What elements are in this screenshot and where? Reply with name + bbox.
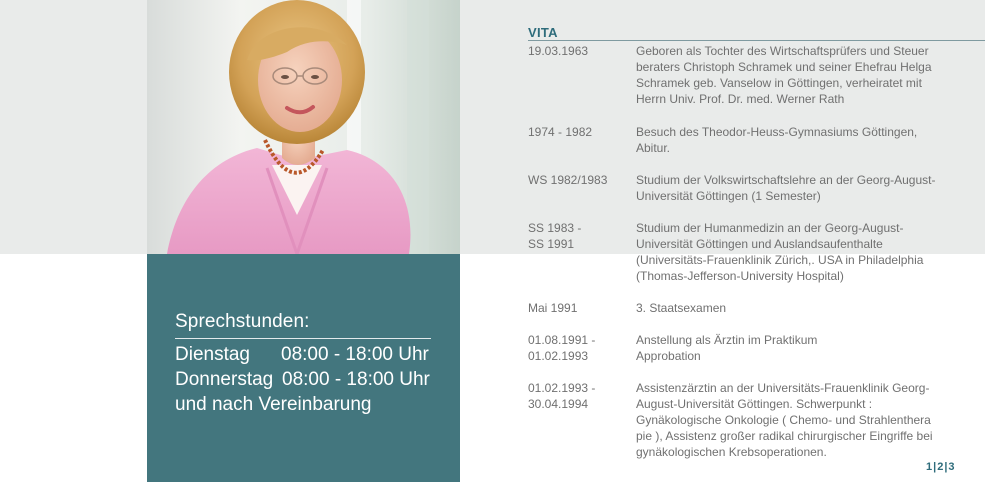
vita-line: August-Universität Göttingen. Schwerpunkt :	[636, 397, 873, 411]
hours-row-thursday	[175, 369, 430, 391]
vita-date: 19.03.1963	[528, 44, 589, 58]
vita-line: Universität Göttingen (1 Semester)	[636, 189, 821, 203]
doctor-portrait-photo	[147, 0, 460, 254]
vita-description	[636, 172, 956, 204]
vita-date	[528, 380, 628, 412]
vita-line: Herrn Univ. Prof. Dr. med. Werner Rath	[636, 92, 845, 106]
hours-time: 08:00 - 18:00 Uhr	[282, 369, 430, 390]
vita-line: (Thomas-Jefferson-University Hospital)	[636, 269, 844, 283]
vita-line: pie ), Assistenz großer radikal chirurgischer Eingriffe bei	[636, 429, 933, 443]
vita-line: Abitur.	[636, 141, 671, 155]
vita-date-line: 01.02.1993	[528, 349, 589, 363]
vita-date: WS 1982/1983	[528, 173, 608, 187]
vita-divider	[528, 40, 985, 41]
vita-line: beraters Christoph Schramek und seiner Ehefrau Helga	[636, 60, 932, 74]
vita-line: Assistenzärztin an der Universitäts-Frauenklinik Georg-	[636, 381, 930, 395]
vita-description	[636, 300, 956, 316]
page-link-1[interactable]: 1	[926, 461, 934, 473]
consultation-hours-title: Sprechstunden:	[175, 311, 310, 332]
page-separator: |	[933, 461, 938, 473]
vita-line: Besuch des Theodor-Heuss-Gymnasiums Göttingen,	[636, 125, 918, 139]
vita-description	[636, 43, 956, 107]
page-separator: |	[944, 461, 949, 473]
vita-line: Universität Göttingen und Auslandsaufenthalte	[636, 237, 883, 251]
vita-date	[528, 220, 628, 252]
hours-day: Dienstag	[175, 344, 250, 365]
vita-line: Anstellung als Ärztin im Praktikum	[636, 333, 818, 347]
vita-line: Studium der Humanmedizin an der Georg-August-	[636, 221, 904, 235]
vita-line: gynäkologischen Krebsoperationen.	[636, 445, 827, 459]
vita-date: Mai 1991	[528, 301, 578, 315]
hours-day: Donnerstag	[175, 369, 274, 390]
vita-line: Studium der Volkswirtschaftslehre an der Georg-August-	[636, 173, 936, 187]
vita-date: 1974 - 1982	[528, 125, 593, 139]
vita-line: Geboren als Tochter des Wirtschaftsprüfers und Steuer	[636, 44, 929, 58]
hours-note: und nach Vereinbarung	[175, 394, 372, 415]
vita-date-line: SS 1991	[528, 237, 575, 251]
hours-time: 08:00 - 18:00 Uhr	[281, 344, 429, 365]
vita-description	[636, 332, 956, 364]
vita-description	[636, 380, 956, 460]
vita-line: 3. Staatsexamen	[636, 301, 727, 315]
vita-line: Schramek geb. Vanselow in Göttingen, verheiratet mit	[636, 76, 922, 90]
consultation-hours-divider	[175, 338, 431, 339]
pagination	[926, 461, 956, 473]
hours-row-tuesday	[175, 344, 429, 366]
vita-date-line: 30.04.1994	[528, 397, 589, 411]
vita-description	[636, 124, 956, 156]
vita-heading: VITA	[528, 25, 558, 40]
vita-description	[636, 220, 956, 284]
page-link-3[interactable]: 3	[948, 461, 956, 473]
vita-date-line: 01.08.1991 -	[528, 333, 596, 347]
vita-line: Approbation	[636, 349, 701, 363]
consultation-hours-box	[147, 254, 460, 482]
vita-line: Gynäkologische Onkologie ( Chemo- und Strahlenthera	[636, 413, 931, 427]
vita-date	[528, 332, 628, 364]
vita-date-line: SS 1983 -	[528, 221, 582, 235]
portrait-illustration	[147, 0, 460, 254]
vita-date-line: 01.02.1993 -	[528, 381, 596, 395]
page-link-2[interactable]: 2	[937, 461, 945, 473]
vita-line: (Universitäts-Frauenklinik Zürich,. USA in Philadelphia	[636, 253, 924, 267]
